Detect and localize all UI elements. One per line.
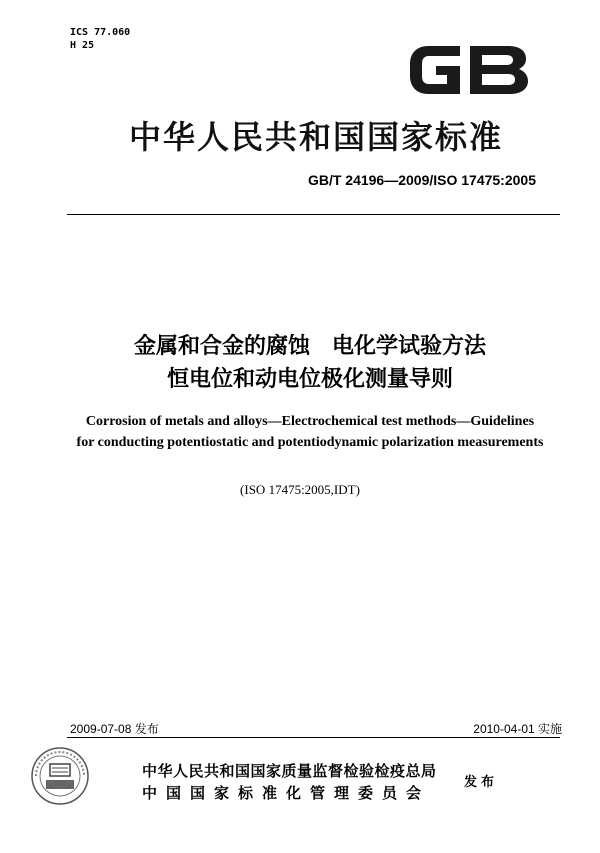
ccs-code: H 25 bbox=[70, 40, 95, 51]
classification-codes bbox=[70, 26, 130, 52]
english-title-line-2: for conducting potentiostatic and potentiodynamic polarization measurements bbox=[76, 435, 544, 450]
gb-logo-text: GB bbox=[408, 27, 432, 46]
iso-reference: (ISO 17475:2005,IDT) bbox=[240, 482, 360, 497]
chinese-title-line-2: 恒电位和动电位极化测量导则 bbox=[166, 367, 453, 392]
ics-code: ICS 77.060 bbox=[70, 27, 131, 38]
anti-counterfeit-seal-icon bbox=[30, 746, 90, 806]
standard-number: GB/T 24196—2009/ISO 17475:2005 bbox=[307, 172, 536, 188]
issuer-line-1: 中华人民共和国国家质量监督检验检疫总局 bbox=[142, 762, 437, 780]
chinese-title-line-1: 金属和合金的腐蚀 电化学试验方法 bbox=[133, 334, 486, 359]
english-title-line-1: Corrosion of metals and alloys—Electrochemical test methods—Guidelines bbox=[85, 414, 535, 429]
publish-label: 发布 bbox=[464, 775, 499, 790]
implementation-date: 2010-04-01 实施 bbox=[473, 722, 562, 736]
issuer-line-2: 中国国家标准化管理委员会 bbox=[142, 784, 431, 802]
header-divider bbox=[67, 214, 560, 215]
footer-divider bbox=[67, 737, 560, 738]
national-standard-title: 中华人民共和国国家标准 bbox=[128, 118, 503, 156]
issue-date: 2009-07-08 发布 bbox=[70, 722, 159, 736]
gb-logo bbox=[408, 27, 530, 98]
